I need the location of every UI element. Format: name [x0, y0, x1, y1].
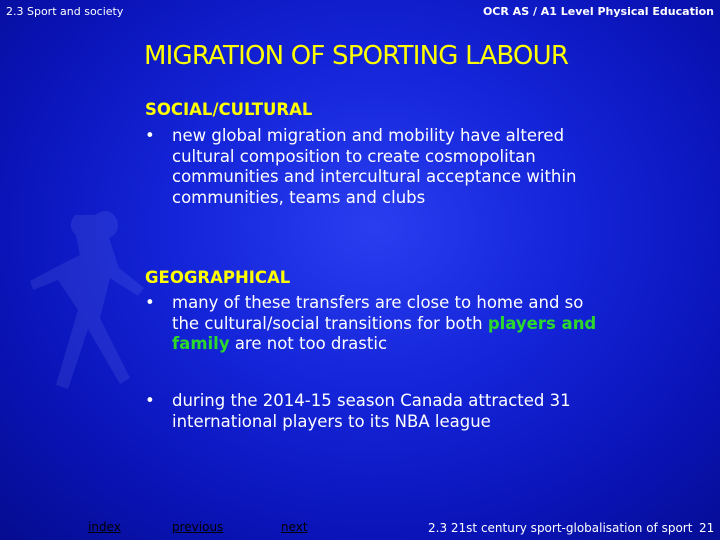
bullet-social-cultural-1: [145, 126, 615, 208]
header-section-label: 2.3 Sport and society: [6, 5, 124, 18]
bullet-text: during the 2014-15 season Canada attracted 31 international players to its NBA league: [172, 391, 571, 431]
bullet-geographical-2: [145, 391, 615, 432]
bullet-icon: •: [145, 126, 155, 145]
section-heading-geographical: GEOGRAPHICAL: [145, 268, 291, 287]
bullet-text: new global migration and mobility have altered cultural composition to create cosmopolitan communities and intercultural acceptance within communities, teams and clubs: [172, 126, 577, 207]
footer-title: 2.3 21st century sport-globalisation of sport: [428, 521, 693, 535]
bullet-icon: •: [145, 391, 155, 410]
section-heading-social-cultural: SOCIAL/CULTURAL: [145, 100, 313, 119]
slide-title: MIGRATION OF SPORTING LABOUR: [144, 41, 569, 71]
bullet-text-end: are not too drastic: [229, 334, 388, 353]
page-number: 21: [699, 521, 715, 535]
next-link[interactable]: next: [281, 520, 308, 534]
bullet-geographical-1: [145, 293, 615, 355]
index-link[interactable]: index: [88, 520, 121, 534]
bullet-text-start: many of these transfers are close to home and so the cultural/social transitions for both: [172, 293, 584, 333]
previous-link[interactable]: previous: [172, 520, 224, 534]
bullet-icon: •: [145, 293, 155, 312]
bullet-highlight: players and family: [172, 313, 597, 353]
header-course-label: OCR AS / A1 Level Physical Education: [482, 5, 714, 18]
bullet-text: [172, 293, 615, 355]
